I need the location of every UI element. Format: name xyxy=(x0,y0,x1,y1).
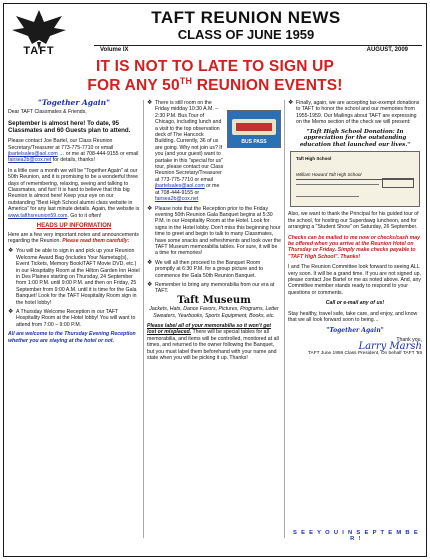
checks-note: Checks can be mailed to me now or checks/cash may be offered when you arrive at the Reunion Hotel on Thursday or Friday. Simply make checks payable to "TAFT High School". Thanks! xyxy=(288,234,421,260)
signature: Larry Marsh xyxy=(358,341,422,353)
thank-you: Thank you, xyxy=(396,336,422,343)
list-item: ❖ We will all then proceed to the Banquet Room promptly at 6:30 P.M. for a group picture and to commence the Gala 50th Reunion Banquet. xyxy=(147,259,264,279)
label-note: Please label all of your memorabilia so it won't get lost or misplaced. There will be special tables for all memorabilia, and items will be controlled, monitored at all times, and returned to the owner following the Banquet, but you must label them beforehand with your name and state when you will be picking it up. Thanks! xyxy=(147,323,279,362)
banner-line-1: IT IS NOT TO LATE TO SIGN UP xyxy=(95,58,335,75)
travel-note: Stay healthy, travel safe, take care, and enjoy, and know that we all look forward soon to being… xyxy=(288,310,418,324)
donation-quote: "Taft High School Donation: In appreciation for the outstanding education that launched our lives." xyxy=(299,128,411,148)
sample-check-image: Taft High School William Howard Taft High School xyxy=(290,151,420,207)
call-email-note: Call or e-mail any of us! xyxy=(325,300,385,307)
bus-tour-block xyxy=(147,100,281,203)
column-1 xyxy=(8,100,140,348)
reception-invite: All are welcome to the Thursday Evening Reception whether you are staying at the hotel or not. xyxy=(8,331,136,344)
museum-title: Taft Museum xyxy=(177,294,251,306)
list-item: ❖ There is still room on the Friday midday 10:30 A.M. – 2:30 P.M. Bus Tour of Chicago, including lunch and a visit to the top observation deck of The Hancock Building. Currently, 36 of us are going. Why not join us? If you (and your guest) want to partake in this "special for us" tour, please contact our Class Reunion Secretary/Treasurer at 773-775-7710 or email jbartelsales@aol.com or me at 708-444-9155 or fairsea2b@cox.net xyxy=(147,100,224,203)
reunion-month-note: In a little over a month we will be "Together Again" at our 50th Reunion, and it is promising to be a wonderful three days of remembering, relaxing, seeing and talking to Classmates, and fun! It is hard to believe that this big Reunion is almost here! Keep your eye on our outstanding "Best High School alumni class website in America" for any last minute details. Again, the website is www.tafthsreunion59.com. Go to it often! xyxy=(8,167,140,219)
attendance-note: September is almost here! To date, 95 Classmates and 60 Guests plan to attend. xyxy=(8,119,131,135)
bus-pass-image: BUS PASS xyxy=(227,110,281,148)
volume-label: Volume IX xyxy=(100,47,129,53)
committee-note: I and The Reunion Committee look forward to seeing ALL very soon. It will be a grand time. If you are not signed up, please contact Joe Bartel or me as noted above. And, any Committee member stands ready to respond to your questions or comments. xyxy=(288,264,421,296)
contact-note: Please contact Joe Bartel, our Class Reunion Secretary/Treasurer at 773-775-7710 or email jbartelsales@aol.com … or me at 708-444-9155 or email fairsea2b@cox.net for details, thanks! xyxy=(8,138,139,164)
column-3 xyxy=(288,100,422,361)
heads-up-heading: HEADS UP INFORMATION xyxy=(36,223,112,230)
together-again-closing: "Together Again" xyxy=(326,326,384,334)
together-again-heading: "Together Again" xyxy=(37,98,111,107)
newsletter-title: TAFT REUNION NEWS xyxy=(151,8,341,27)
thanks-principal: Also, we want to thank the Principal for his guided tour of the school, for hosting our Superdawg luncheon, and for arranging a "Student Show" on Saturday, 26 September. xyxy=(288,211,419,231)
email-link-larry[interactable]: fairsea2b@cox.net xyxy=(8,157,52,164)
banner-line-2: FOR ANY 50TH REUNION EVENTS! xyxy=(87,76,343,95)
museum-items: Jackets, Hats, Dance Favors, Pictures, Programs, Letter Sweaters, Yearbooks, Sports Equipment, Books, etc. xyxy=(149,306,279,319)
list-item: ❖ Remember to bring any memorabilia from our era at TAFT. xyxy=(147,281,275,295)
list-item: ❖ Finally, again, we are accepting tax-exempt donations to TAFT to honor the school and our memories from 1955-1959. Our Mailings about TAFT are expressing on the Memo section of the check we will present: xyxy=(288,100,420,126)
column-divider-1 xyxy=(143,100,144,538)
column-2 xyxy=(147,100,281,365)
greeting: Dear TAFT Classmates & Friends, xyxy=(8,109,87,116)
heads-up-intro: Here are a few very important notes and announcements regarding the Reunion. Please read them carefully: xyxy=(8,231,139,244)
email-link-joe[interactable]: jbartelsales@aol.com xyxy=(8,151,58,158)
header-rule xyxy=(94,45,422,46)
website-link[interactable]: www.tafthsreunion59.com xyxy=(8,212,68,219)
issue-date: AUGUST, 2009 xyxy=(366,47,408,53)
signature-title: TAFT June 1959 Class President, On behalf TAFT '59 xyxy=(307,350,422,356)
see-you-footer: S E E Y O U I N S E P T E M B E R ! xyxy=(293,530,419,542)
list-item: ❖ You will be able to sign in and pick up your Reunion Welcome Award Bag (includes Your Nametag(s), Event Tickets, Memory Book/TAFT Movie DVD, etc.) in our Hospitality Room at the Hilton Garden Inn Hotel in Des Plaines starting on Thursday, 24 September from 1:00 P.M. until 9:00 P.M. and then on Friday, 25 September from 9:00 A.M. until it is time for the Gala Banquet! Look for the TAFT Hospitality Room sign in the hotel lobby! xyxy=(8,248,140,306)
column-divider-2 xyxy=(284,100,285,538)
list-item: ❖ A Thursday Welcome Reception in our TAFT Hospitality Room at the Hotel lobby! You will want to attend from 7:00 – 9:00 P.M. xyxy=(8,308,136,328)
logo-wordmark: TAFT xyxy=(23,45,55,57)
email-link-larry[interactable]: fairsea2b@cox.net xyxy=(155,196,199,203)
list-item: ❖ Please note that the Reception prior to the Friday evening 50th Reunion Gala Banquet begins at 5:30 P.M. in our Hospitality Room at the Hotel. Look for signs in the Hotel lobby. Don't miss this beginning hour time to greet and begin to talk to many Classmates, have some snacks and refreshments and look over the TAFT Museum memorabilia tables. For sure, it will be a time for memories! xyxy=(147,205,282,257)
email-link-joe[interactable]: jbartelsales@aol.com xyxy=(155,183,205,190)
class-line: CLASS OF JUNE 1959 xyxy=(177,27,315,42)
